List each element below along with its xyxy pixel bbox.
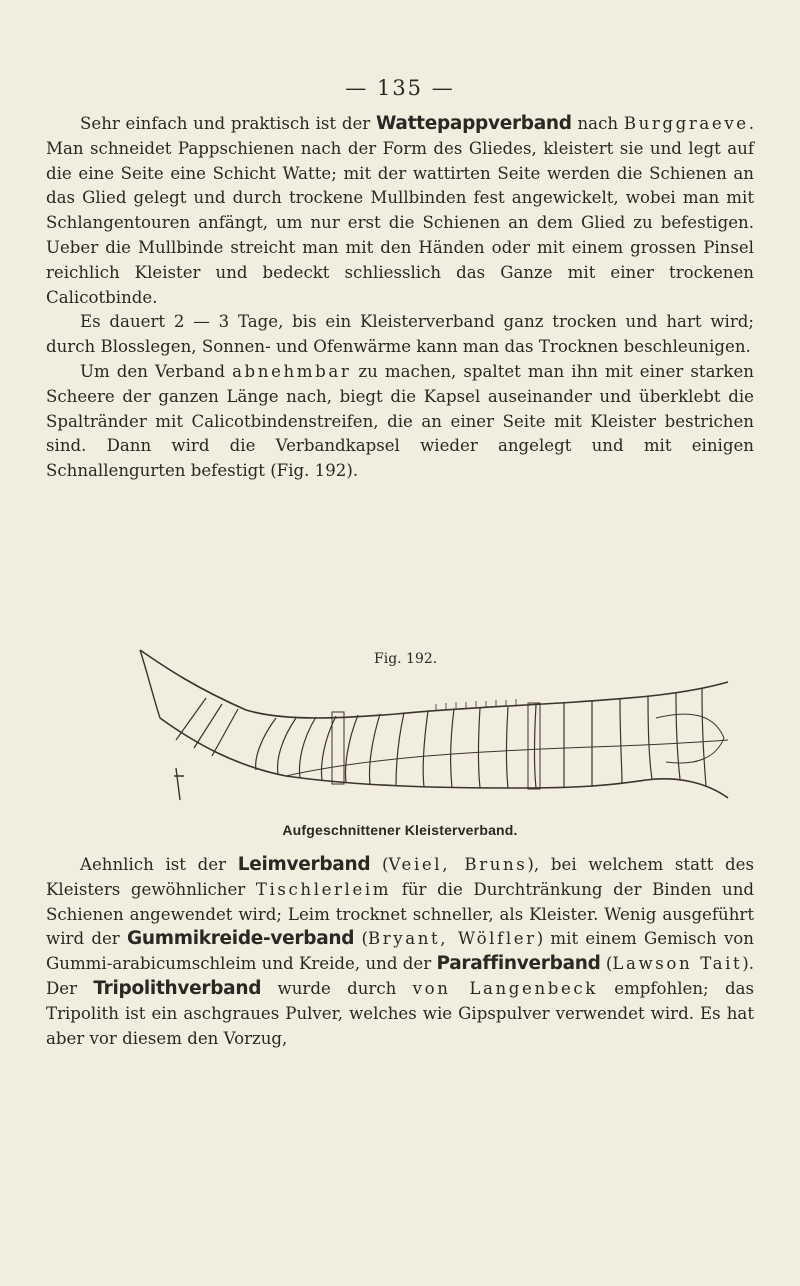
text-block-top xyxy=(46,112,754,484)
author-name: Burggraeve xyxy=(623,114,749,133)
term-gummikreideverband: Gummikreide-verband xyxy=(126,928,355,950)
emphasis-tischlerleim: Tischlerleim xyxy=(255,879,392,899)
paragraph-removable xyxy=(46,360,754,484)
paragraph-text: ( xyxy=(354,929,368,949)
paragraph-text: Aehnlich ist der xyxy=(80,855,238,874)
term-leimverband: Leimverband xyxy=(237,854,371,875)
text-block-bottom xyxy=(46,853,754,1051)
figure-label: Fig. 192. xyxy=(374,651,438,667)
paragraph-text: ). Der xyxy=(46,954,754,998)
paragraph-text: ( xyxy=(600,954,613,974)
paragraph-wattepappverband xyxy=(46,112,754,310)
paragraph-text: Sehr einfach und praktisch ist der xyxy=(80,114,376,133)
figure-192-illustration xyxy=(136,648,730,806)
paragraph-text: empfohlen; das Tripolith ist ein aschgraues Pulver, welches wie Gipspulver verwendet wird. Es hat aber vor diesem den Vorzug, xyxy=(46,978,754,1048)
author-name: Veiel, Bruns xyxy=(388,855,528,874)
paragraph-text: ), bei welchem statt des Kleisters gewöhnlicher xyxy=(46,855,754,899)
paragraph-text: wurde durch xyxy=(261,978,413,998)
emphasis-abnehmbar: abnehmbar xyxy=(232,361,352,381)
author-name: Bryant, Wölfler xyxy=(367,929,537,949)
paragraph-text: ) mit einem Gemisch von Gummi-arabicumschleim und Kreide, und der xyxy=(46,929,754,974)
paragraph-text: . Man schneidet Pappschienen nach der Form des Gliedes, kleistert sie und legt auf die eine Seite eine Schicht Watte; mit der wattirten Seite werden die Schienen an das Glied gelegt und durch trockene Mullbinden fest angewickelt, wobei man mit Schlangentouren anfängt, um nur erst die Schienen an dem Glied zu befestigen. Ueber die Mullbinde streicht man mit den Händen oder mit einem grossen Pinsel reichlich Kleister und bedeckt schliesslich das Ganze mit einer trockenen Calicotbinde. xyxy=(46,114,754,307)
paragraph-text: ( xyxy=(370,855,389,874)
paragraph-text: zu machen, spaltet man ihn mit einer starken Scheere der ganzen Länge nach, biegt die Kapsel auseinander und überklebt die Spaltränder mit Calicotbindenstreifen, die an einer Seite mit Kleister bestrichen sind. Dann wird die Verbandkapsel wieder angelegt und mit einigen Schnallengurten befestigt (Fig. 192). xyxy=(46,361,754,481)
figure-caption: Aufgeschnittener Kleisterverband. xyxy=(282,822,518,838)
term-tripolithverband: Tripolithverband xyxy=(93,977,262,999)
paragraph-text: nach xyxy=(571,114,619,133)
author-name: Lawson Tait xyxy=(612,954,743,974)
paragraph-text: für die Durchtränkung der Binden und Schienen angewendet wird; Leim trocknet schneller, als Kleister. Wenig ausgeführt wird der xyxy=(46,879,754,949)
author-name: von Langenbeck xyxy=(412,978,598,998)
paragraph-text: Um den Verband xyxy=(80,361,233,381)
term-paraffinverband: Paraffinverband xyxy=(436,953,601,975)
term-wattepappverband: Wattepappverband xyxy=(375,113,572,134)
paragraph-drying: Es dauert 2 — 3 Tage, bis ein Kleisterverband ganz trocken und hart wird; durch Blosslegen, Sonnen- und Ofenwärme kann man das Trocknen beschleunigen. xyxy=(46,312,754,357)
paragraph-leimverband xyxy=(46,853,754,1051)
page-number: — 135 — xyxy=(345,76,455,100)
